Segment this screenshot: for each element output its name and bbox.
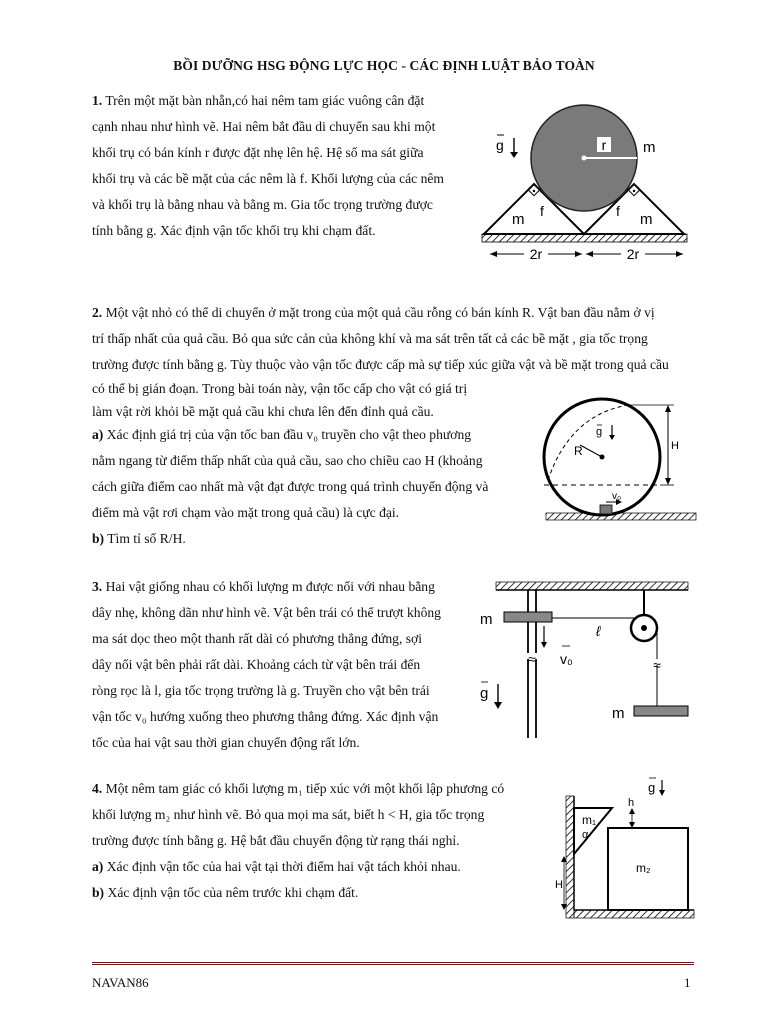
initial-velocity-label: v₀ <box>560 651 573 667</box>
cube-mass-label: m₂ <box>636 861 651 875</box>
right-wedge-mass: m <box>640 211 653 228</box>
problem-number: 4. <box>92 781 103 796</box>
right-mass-label: m <box>612 705 625 722</box>
string-break-symbol: ≈ <box>653 657 661 673</box>
height-H-label: H <box>555 879 563 891</box>
cylinder-mass-label: m <box>643 139 656 156</box>
right-friction-label: f <box>616 203 620 219</box>
height-label: H <box>671 440 679 452</box>
figure-hollow-sphere <box>540 385 700 525</box>
page-number: 1 <box>684 975 691 990</box>
problem-2-intro: 2. Một vật nhỏ có thể di chuyển ở mặt trong của một quả cầu rỗng có bán kính R. Vật ban đầu nằm ở vị trí thấp nhất của quả cầu. Bỏ qua sức cản của không khí và ma sát trên tất cả các bề mặt , gia tốc trọng trường được tính bằng g. Tùy thuộc vào vận tốc được cấp mà sự tiếp xúc giữa vật và bề mặt trong quả cầu <box>92 305 669 372</box>
height-h-label: h <box>628 797 635 809</box>
left-dimension-label: 2r <box>529 246 543 262</box>
gravity-label: g <box>496 137 504 153</box>
right-dimension-label: 2r <box>626 246 640 262</box>
left-mass-label: m <box>480 611 493 628</box>
left-wedge-mass: m <box>512 211 525 228</box>
problem-4-text: 4. Một nêm tam giác có khối lượng m₁ tiếp xúc với một khối lập phương có khối lượng m₂ như hình vẽ. Bỏ qua mọi ma sát, biết h < H, gia tốc trọng trường được tính bằng g. Hệ bắt đầu chuyển động từ rạng thái nghỉ. a) Xác định vận tốc của hai vật tại thời điểm hai vật tách khỏi nhau. b) Xác định vận tốc của nêm trước khi chạm đất. <box>92 781 505 900</box>
problem-number: 3. <box>92 579 103 594</box>
problem-1-text: 1. Trên một mặt bàn nhẵn,có hai nêm tam giác vuông cân đặt cạnh nhau như hình vẽ. Hai nêm bắt đầu di chuyển sau khi một khối trụ có bán kính r được đặt nhẹ lên hệ. Hệ số ma sát giữa khối trụ và các bề mặt của các nêm là f. Khối lượng của các nêm và khối trụ là bằng nhau và bằng m. Gia tốc trọng trường được tính bằng g. Xác định vận tốc khối trụ khi chạm đất. <box>92 93 444 238</box>
gravity-label: g <box>596 426 603 438</box>
document-title: BỒI DƯỠNG HSG ĐỘNG LỰC HỌC - CÁC ĐỊNH LUẬT BẢO TOÀN <box>173 58 595 73</box>
problem-2-text: có thể bị gián đoạn. Trong bài toán này, vận tốc cấp cho vật có giá trị làm vật rời khỏi bề mặt quả cầu khi chưa lên đến đỉnh quả cầu. a) Xác định giá trị của vận tốc ban đầu v₀ truyền cho vật theo phương nằm ngang từ điểm thấp nhất của quả cầu, sao cho chiều cao H (khoảng cách giữa điểm cao nhất mà vật đạt được trong quá trình chuyển động và điểm mà vật rơi chạm vào mặt trong quả cầu) là cực đại. b) Tìm tỉ số R/H. <box>92 381 489 546</box>
left-friction-label: f <box>540 203 544 219</box>
figure-wedge-cube <box>552 772 702 922</box>
problem-3-text: 3. Hai vật giống nhau có khối lượng m được nối với nhau bằng dây nhẹ, không dãn như hình vẽ. Vật bên trái có thể trượt không ma sát dọc theo một thanh rất dài có phương thẳng đứng, sợi dây nối vật bên phải rất dài. Khoảng cách từ vật bên trái đến ròng rọc là l, gia tốc trọng trường là g. Truyền cho vật bên trái vận tốc v₀ hướng xuống theo phương thẳng đứng. Xác định vận tốc của hai vật sau thời gian chuyển động rất lớn. <box>92 579 441 750</box>
problem-number: 1. <box>92 93 103 108</box>
gravity-label: g <box>648 780 656 795</box>
wedge-mass-label: m₁ <box>582 813 597 827</box>
sphere-radius-label: R <box>574 444 583 458</box>
gravity-label: g <box>480 685 489 702</box>
angle-label: α <box>582 829 589 841</box>
footer-author: NAVAN86 <box>92 975 149 990</box>
length-label: ℓ <box>596 623 601 639</box>
figure-pulley-system <box>476 578 696 748</box>
initial-velocity-label: v₀ <box>612 491 622 502</box>
radius-label: r <box>601 137 607 153</box>
rod-break-symbol: ≈ <box>528 651 536 667</box>
figure-cylinder-wedges <box>478 100 698 275</box>
footer-rule <box>92 962 694 965</box>
problem-number: 2. <box>92 305 103 320</box>
